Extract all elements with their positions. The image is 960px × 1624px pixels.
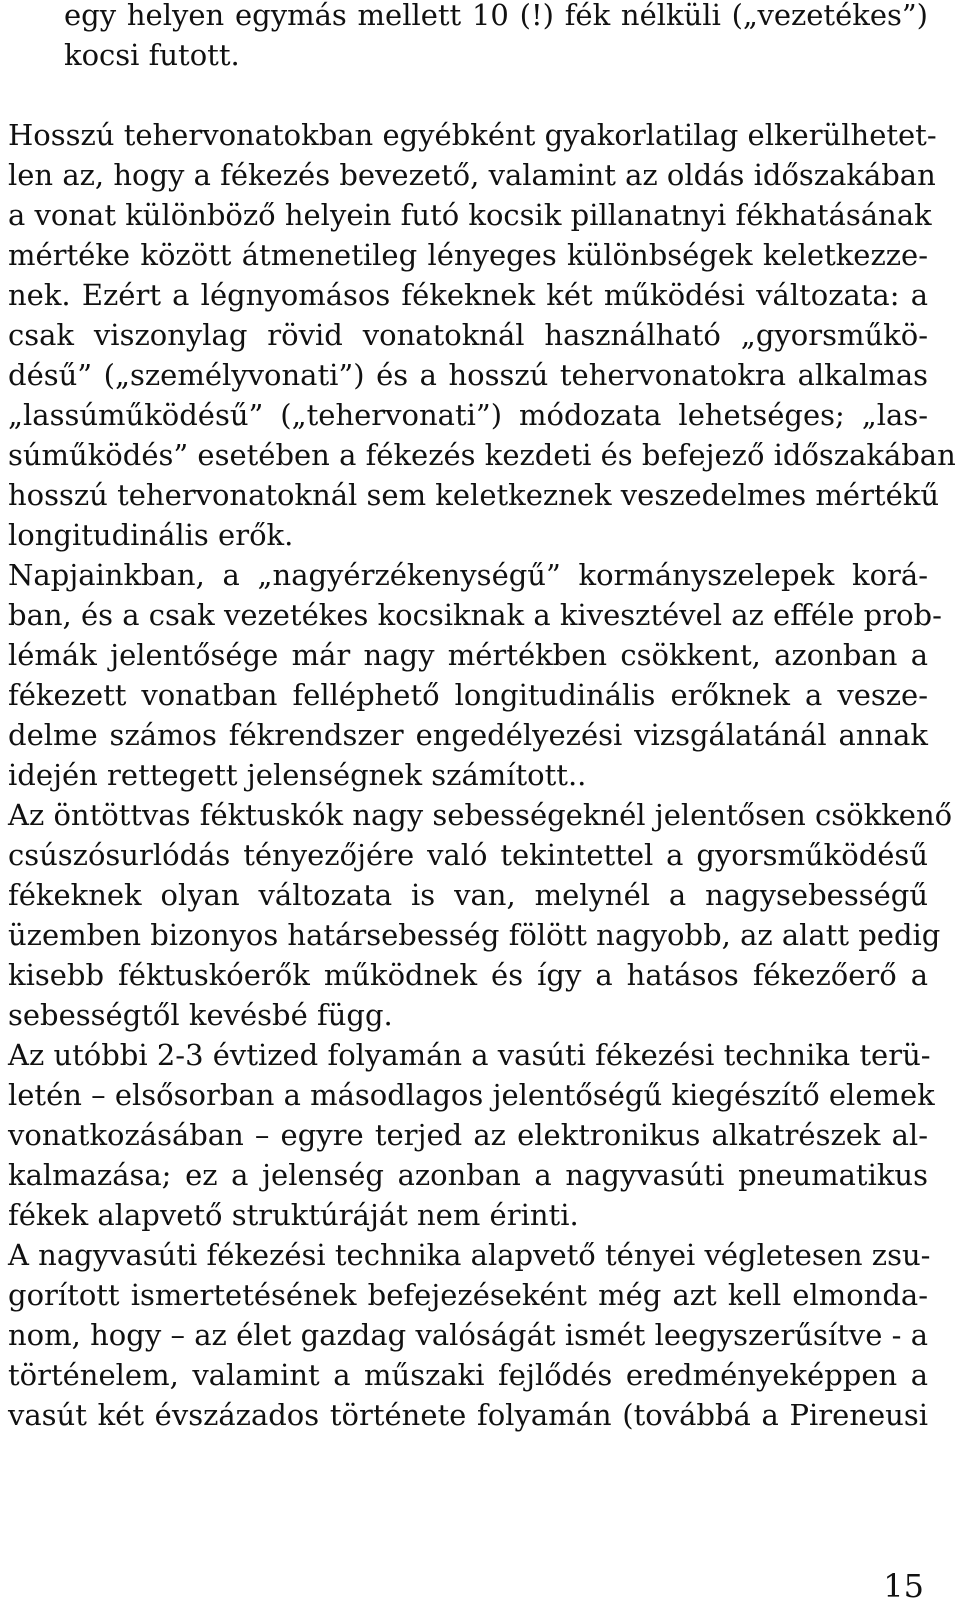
text-line: csak viszonylag rövid vonatoknál használható „gyorsműkö- (8, 318, 928, 352)
text-line: idején rettegett jelenségnek számított.. (8, 758, 587, 792)
paragraph-1 (64, 0, 928, 75)
text-line: delme számos fékrendszer engedélyezési vizsgálatánál annak (8, 718, 928, 752)
text-line: ban, és a csak vezetékes kocsiknak a kivesztével az efféle prob- (8, 598, 942, 632)
paragraph-2 (8, 115, 956, 555)
text-line: len az, hogy a fékezés bevezető, valamint az oldás időszakában (8, 158, 936, 192)
text-line: sebességtől kevésbé függ. (8, 998, 393, 1032)
text-line: Napjainkban, a „nagyérzékenységű” kormányszelepek korá- (8, 558, 928, 592)
text-line: mértéke között átmenetileg lényeges különbségek keletkezze- (8, 238, 928, 272)
text-line: nek. Ezért a légnyomásos fékeknek két működési változata: a (8, 278, 928, 312)
text-line: „lassúműködésű” („tehervonati”) módozata lehetséges; „las- (8, 398, 928, 432)
text-line: kisebb féktuskóerők működnek és így a hatásos fékezőerő a (8, 958, 928, 992)
text-line: gorított ismertetésének befejezéseként még azt kell elmonda- (8, 1278, 928, 1312)
paragraph-3 (8, 555, 942, 795)
text-line: üzemben bizonyos határsebesség fölött nagyobb, az alatt pedig (8, 918, 941, 952)
text-line: Hosszú tehervonatokban egyébként gyakorlatilag elkerülhetet- (8, 118, 937, 152)
text-line: lémák jelentősége már nagy mértékben csökkent, azonban a (8, 638, 928, 672)
text-line: nom, hogy – az élet gazdag valóságát ismét leegyszerűsítve - a (8, 1318, 928, 1352)
page-body (8, 0, 956, 1435)
text-line: kalmazása; ez a jelenség azonban a nagyvasúti pneumatikus (8, 1158, 928, 1192)
text-line: Az öntöttvas féktuskók nagy sebességeknél jelentősen csökkenő (8, 798, 953, 832)
paragraph-5 (8, 1035, 935, 1235)
text-line: A nagyvasúti fékezési technika alapvető tényei végletesen zsu- (8, 1238, 931, 1272)
text-line: vonatkozásában – egyre terjed az elektronikus alkatrészek al- (8, 1118, 928, 1152)
paragraph-6 (8, 1235, 931, 1435)
text-line: csúszósurlódás tényezőjére való tekintettel a gyorsműködésű (8, 838, 928, 872)
text-line: súműködés” esetében a fékezés kezdeti és befejező időszakában (8, 438, 956, 472)
paragraph-4 (8, 795, 953, 1035)
text-line: fékezett vonatban felléphető longitudinális erőknek a vesze- (8, 678, 928, 712)
text-line: történelem, valamint a műszaki fejlődés eredményeképpen a (8, 1358, 928, 1392)
text-line: fékeknek olyan változata is van, melynél a nagysebességű (8, 878, 928, 912)
text-line: a vonat különböző helyein futó kocsik pillanatnyi fékhatásának (8, 198, 932, 232)
text-line: vasút két évszázados története folyamán (továbbá a Pireneusi (8, 1398, 928, 1432)
text-line: kocsi futott. (64, 38, 240, 72)
text-line: Az utóbbi 2-3 évtized folyamán a vasúti fékezési technika terü- (8, 1038, 931, 1072)
text-line: longitudinális erők. (8, 518, 294, 552)
text-line: letén – elsősorban a másodlagos jelentőségű kiegészítő elemek (8, 1078, 935, 1112)
text-line: hosszú tehervonatoknál sem keletkeznek veszedelmes mértékű (8, 478, 940, 512)
text-line: fékek alapvető struktúráját nem érinti. (8, 1198, 579, 1232)
page-number: 15 (883, 1567, 924, 1605)
text-line: egy helyen egymás mellett 10 (!) fék nélküli („vezetékes”) (64, 0, 928, 32)
text-line: désű” („személyvonati”) és a hosszú tehervonatokra alkalmas (8, 358, 928, 392)
